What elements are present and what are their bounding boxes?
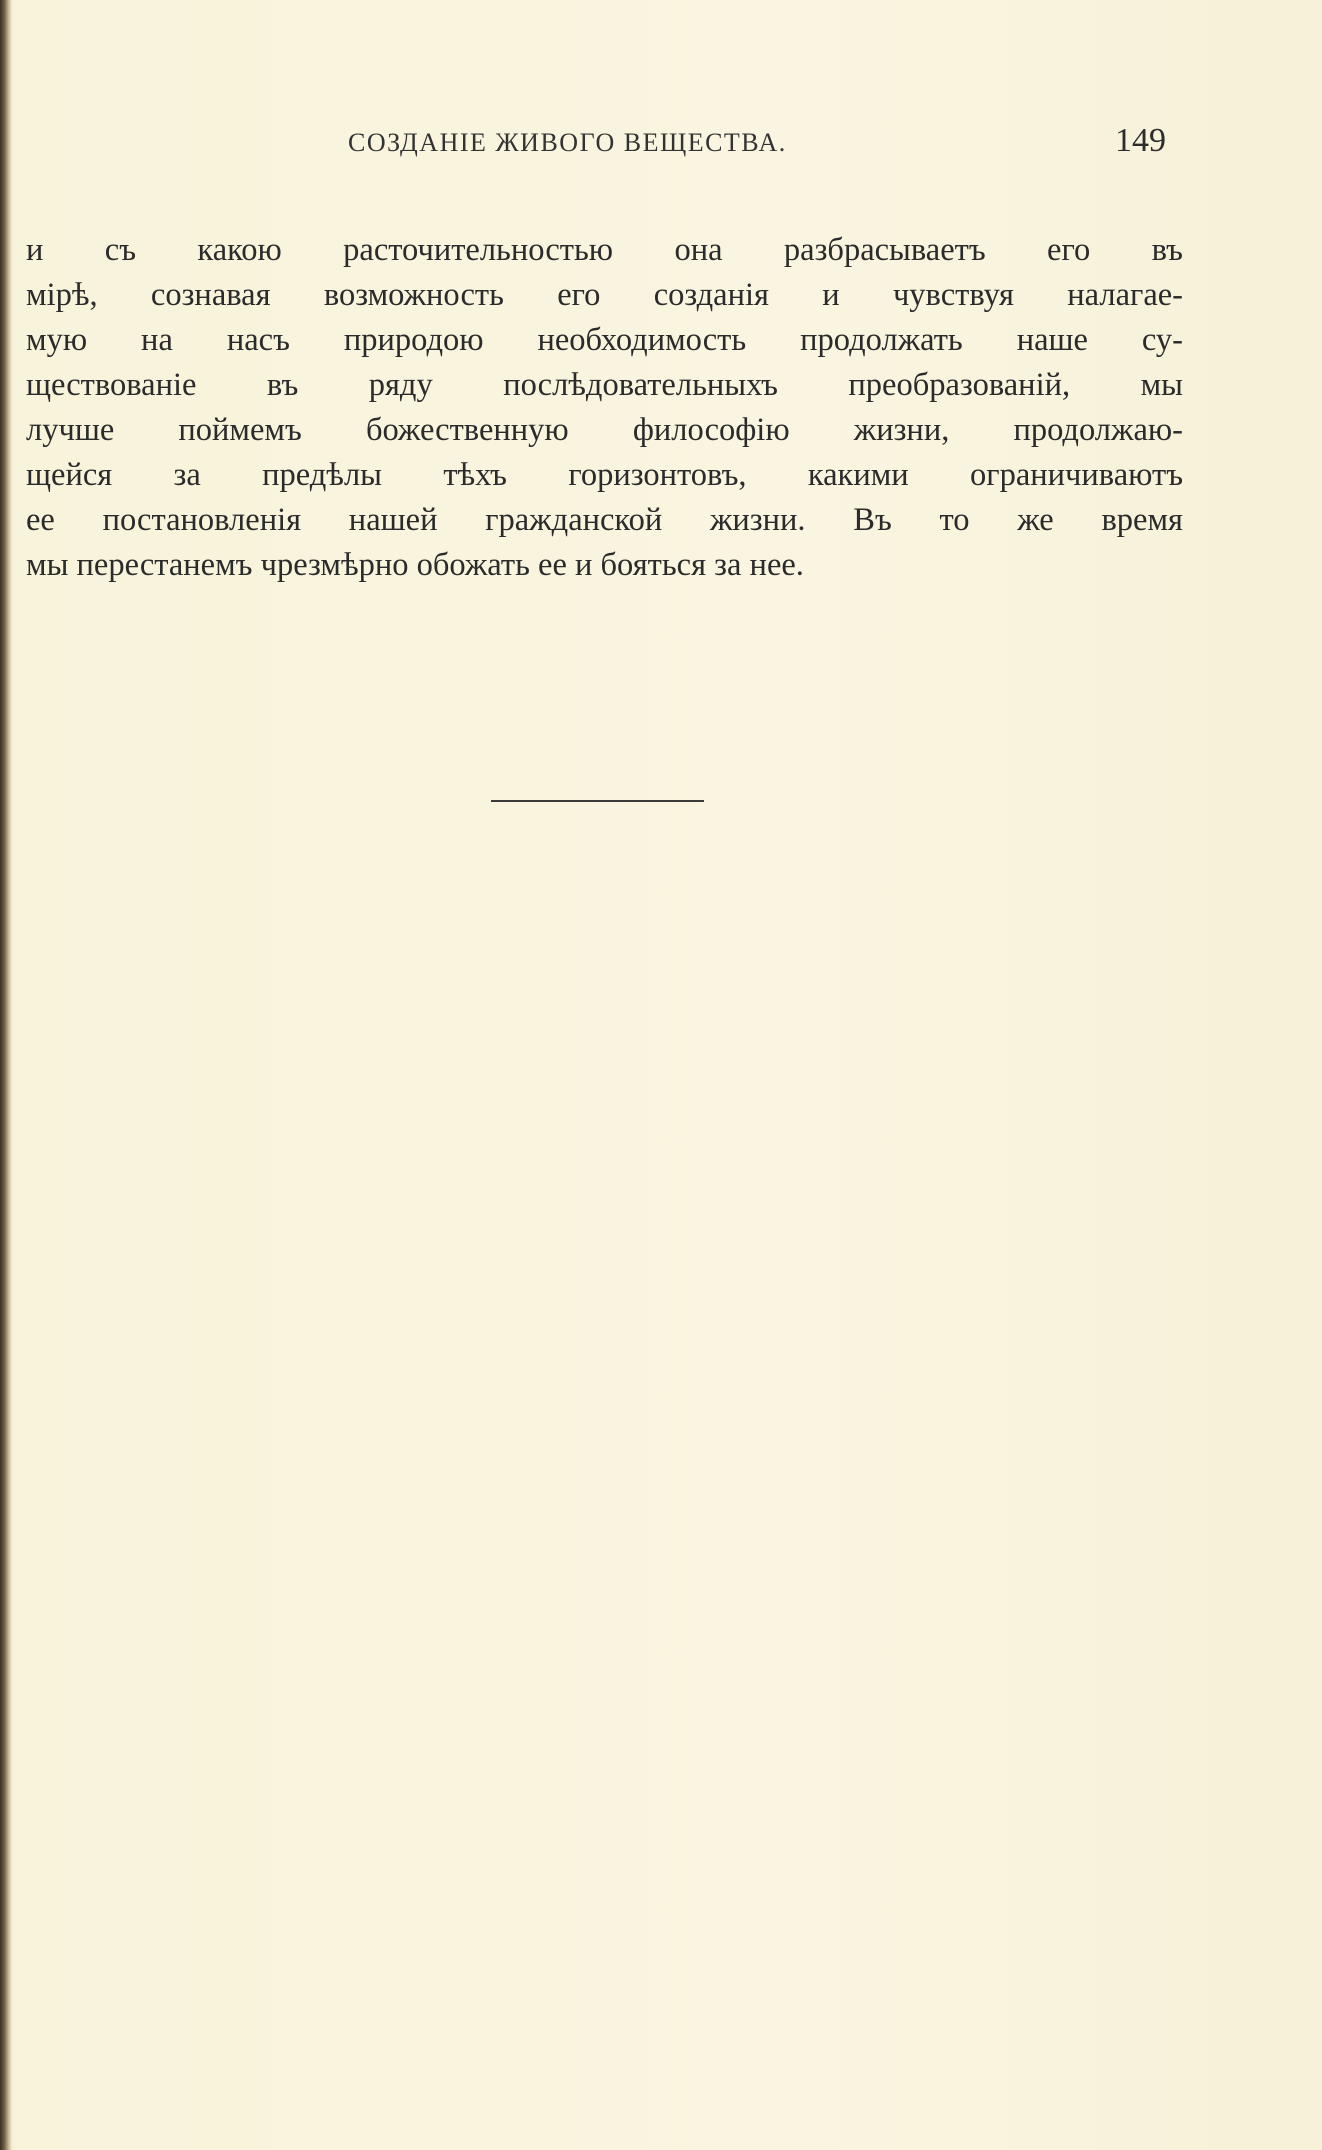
text-line: лучше поймемъ божественную философію жизни, продолжаю- xyxy=(26,412,1183,448)
page-spine-edge xyxy=(0,0,12,2150)
page-header xyxy=(0,122,1322,162)
page-number: 149 xyxy=(1115,122,1166,159)
text-line: щейся за предѣлы тѣхъ горизонтовъ, какими ограничиваютъ xyxy=(26,457,1183,493)
section-end-rule xyxy=(491,800,704,802)
body-paragraph xyxy=(26,228,1183,588)
text-line: мірѣ, сознавая возможность его созданія и чувствуя налагае- xyxy=(26,277,1183,313)
running-title: СОЗДАНІЕ ЖИВОГО ВЕЩЕСТВА. xyxy=(348,128,787,157)
text-line: мую на насъ природою необходимость продолжать наше су- xyxy=(26,322,1183,358)
text-line: ществованіе въ ряду послѣдовательныхъ преобразованій, мы xyxy=(26,367,1183,403)
text-line: и съ какою расточительностью она разбрасываетъ его въ xyxy=(26,232,1183,268)
text-line: мы перестанемъ чрезмѣрно обожать ее и бояться за нее. xyxy=(26,547,804,583)
text-line: ее постановленія нашей гражданской жизни. Въ то же время xyxy=(26,502,1183,538)
